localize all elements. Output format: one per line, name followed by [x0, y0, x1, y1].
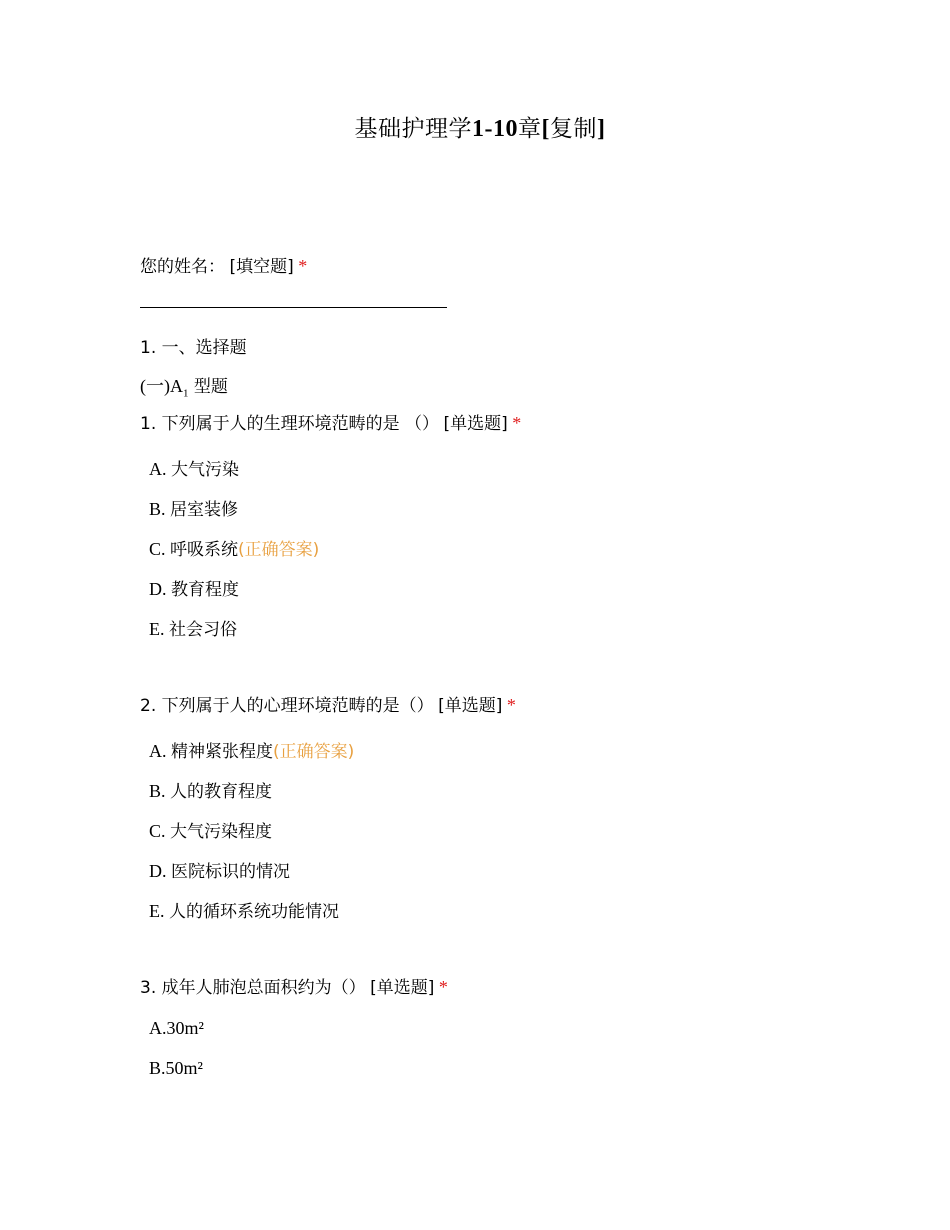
option-item: C. 呼吸系统(正确答案) — [149, 539, 320, 560]
question-2-prompt: 2. 下列属于人的心理环境范畴的是（） [单选题] * — [140, 695, 516, 716]
section-heading: 1. 一、选择题 — [140, 338, 247, 358]
option-item: B.50m² — [149, 1058, 203, 1078]
page-title: 基础护理学1-10章[复制] — [354, 116, 606, 142]
option-item: A. 精神紧张程度(正确答案) — [149, 741, 355, 762]
option-item: D. 医院标识的情况 — [149, 861, 290, 882]
required-marker: * — [512, 413, 522, 433]
correct-answer-tag: (正确答案) — [238, 540, 320, 560]
name-question: 您的姓名： [填空题] * — [140, 256, 308, 277]
option-item: E. 人的循环系统功能情况 — [149, 901, 339, 922]
section-subheading: (一)$A_1$ 型题 — [140, 376, 228, 400]
option-item: A.30m² — [149, 1018, 204, 1038]
required-marker: * — [298, 256, 308, 276]
option-item: D. 教育程度 — [149, 579, 239, 600]
name-answer-blank[interactable] — [140, 307, 447, 308]
question-type: [填空题] — [229, 257, 294, 277]
question-3-prompt: 3. 成年人肺泡总面积约为（） [单选题] * — [140, 977, 448, 998]
correct-answer-tag: (正确答案) — [273, 742, 355, 762]
option-item: A. 大气污染 — [149, 459, 239, 480]
required-marker: * — [506, 695, 516, 715]
required-marker: * — [438, 977, 448, 997]
option-item: B. 人的教育程度 — [149, 781, 273, 802]
option-item: E. 社会习俗 — [149, 619, 237, 640]
question-type: [单选题] — [443, 414, 508, 434]
option-item: B. 居室装修 — [149, 499, 239, 520]
question-1-prompt: 1. 下列属于人的生理环境范畴的是 （） [单选题] * — [140, 413, 522, 434]
option-item: C. 大气污染程度 — [149, 821, 273, 842]
question-type: [单选题] — [438, 696, 503, 716]
question-type: [单选题] — [370, 978, 435, 998]
